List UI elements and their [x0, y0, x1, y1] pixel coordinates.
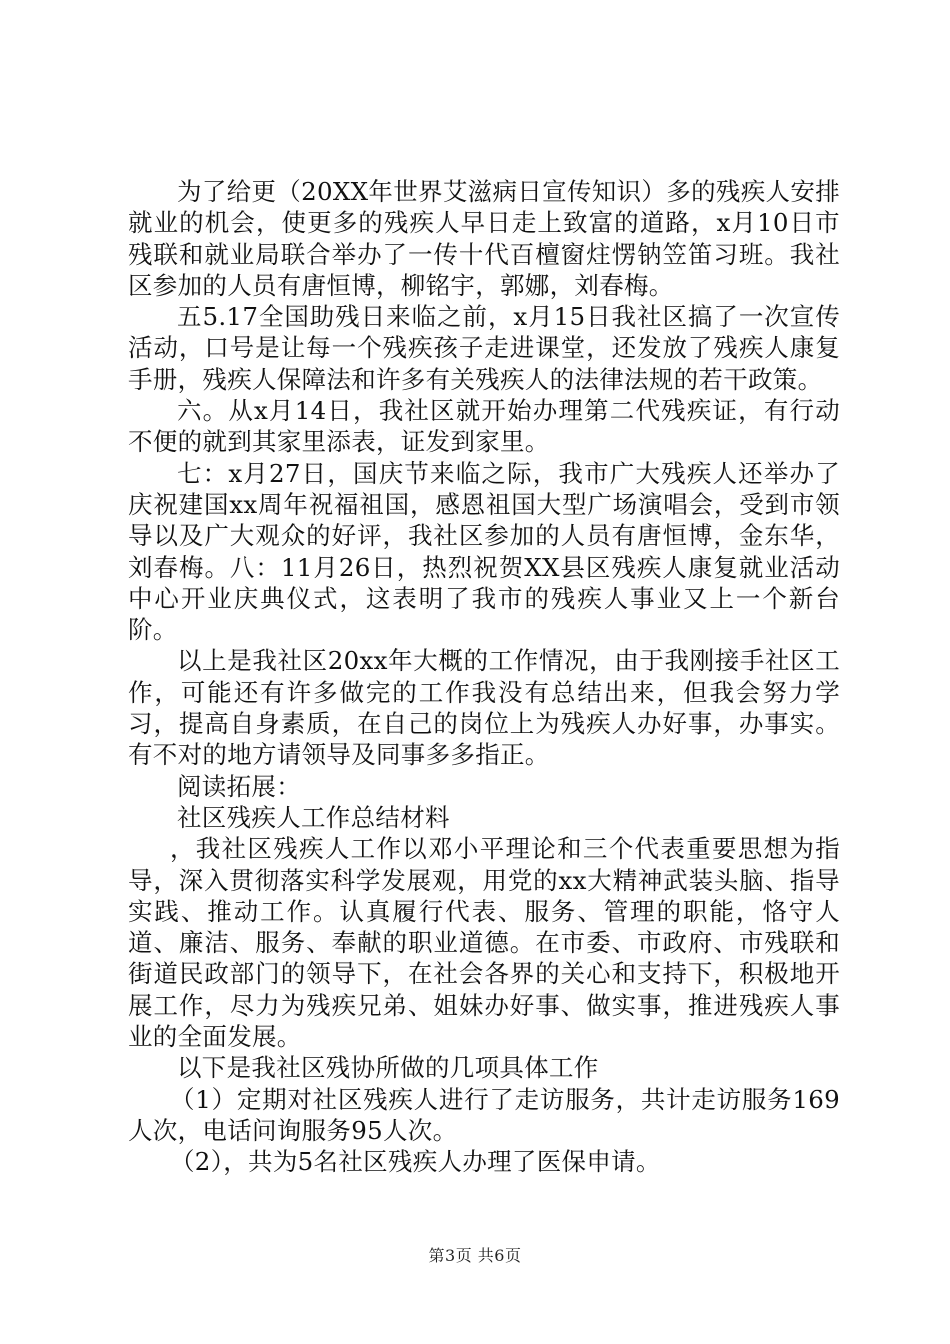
paragraph-reading-extension: 阅读拓展：: [177, 771, 301, 801]
paragraph-item-2-insurance: （2），共为5名社区残疾人办理了医保申请。: [170, 1147, 661, 1177]
paragraph-national-day-concert: 七：x月27日，国庆节来临之际，我市广大残疾人还举办了庆祝建国xx周年祝福祖国，感恩祖国大型广场演唱会，受到市领导以及广大观众的好评，我社区参加的人员有唐恒博，金东华，刘春梅。八：11月26日，热烈祝贺XX县区残疾人康复就业活动中心开业庆典仪式，这表明了我市的残疾人事业又上一个新台阶。: [128, 458, 840, 645]
paragraph-work-guidance: ，我社区残疾人工作以邓小平理论和三个代表重要思想为指导，深入贯彻落实科学发展观，用党的xx大精神武装头脑、指导实践、推动工作。认真履行代表、服务、管理的职能，恪守人道、廉洁、服务、奉献的职业道德。在市委、市政府、市残联和街道民政部门的领导下，在社会各界的关心和支持下，积极地开展工作，尽力为残疾兄弟、姐妹办好事、做实事，推进残疾人事业的全面发展。: [128, 834, 840, 1052]
paragraph-disability-day: 五5.17全国助残日来临之前，x月15日我社区搞了一次宣传活动，口号是让每一个残疾孩子走进课堂，还发放了残疾人康复手册，残疾人保障法和许多有关残疾人的法律法规的若干政策。: [128, 302, 840, 394]
paragraph-employment-training: 为了给更（20XX年世界艾滋病日宣传知识）多的残疾人安排就业的机会，使更多的残疾人早日走上致富的道路，x月10日市残联和就业局联合举办了一传十代百檀窗炷愣钠笠笛习班。我社区参加的人员有唐恒博，柳铭宇，郭娜，刘春梅。: [128, 177, 840, 300]
paragraph-summary: 以上是我社区20xx年大概的工作情况，由于我刚接手社区工作，可能还有许多做完的工作我没有总结出来，但我会努力学习，提高自身素质，在自己的岗位上为残疾人办好事，办事实。有不对的地方请领导及同事多多指正。: [128, 646, 840, 770]
document-body: [128, 176, 840, 1178]
page-footer: 第3页 共6页: [428, 1246, 522, 1265]
paragraph-disability-certificate: 六。从x月14日，我社区就开始办理第二代残疾证，有行动不便的就到其家里添表，证发到家里。: [128, 396, 840, 457]
paragraph-item-1-visits: （1）定期对社区残疾人进行了走访服务，共计走访服务169人次，电话问询服务95人次。: [128, 1084, 840, 1145]
paragraph-work-items-intro: 以下是我社区残协所做的几项具体工作: [177, 1053, 599, 1083]
paragraph-section-title: 社区残疾人工作总结材料: [177, 802, 450, 832]
